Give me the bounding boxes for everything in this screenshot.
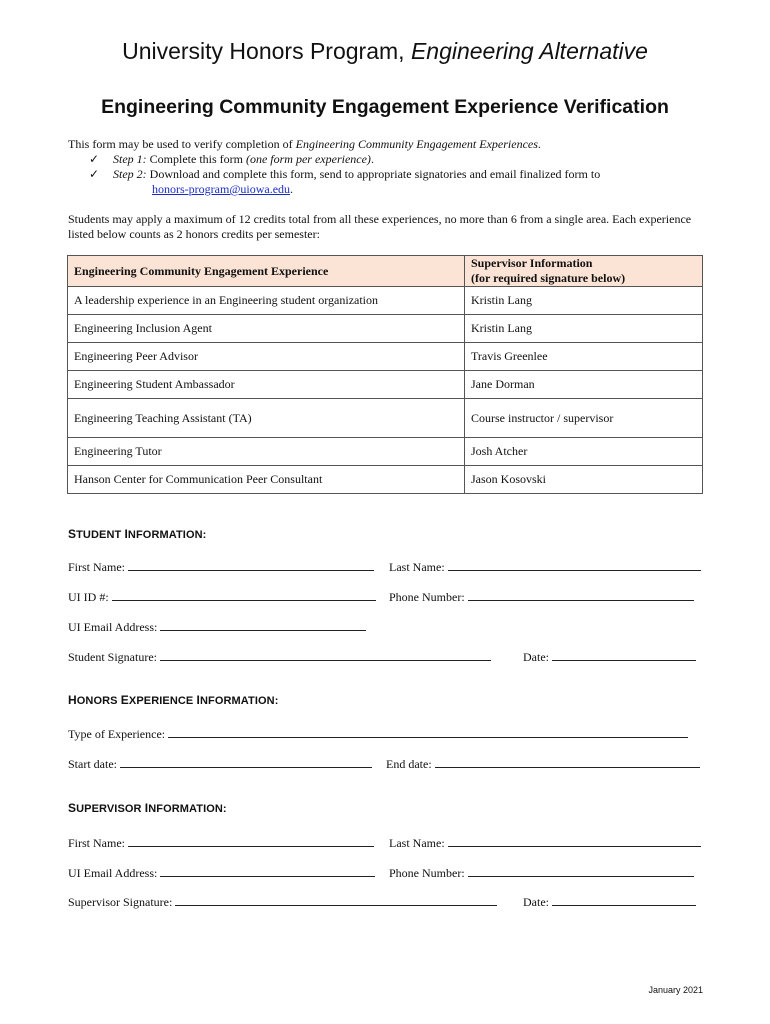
page-title — [0, 38, 770, 65]
footer-date: January 2021 — [648, 985, 703, 995]
student-ui-id-field[interactable] — [68, 588, 376, 605]
end-date-field[interactable] — [386, 755, 700, 772]
student-phone-field[interactable] — [389, 588, 694, 605]
step-2 — [68, 167, 718, 182]
heading-rest: ONORS — [76, 695, 121, 707]
date-blank[interactable] — [552, 893, 696, 906]
start-date-field[interactable] — [68, 755, 372, 772]
table-row — [68, 371, 703, 399]
table-row — [68, 466, 703, 494]
field-label: Start date: — [68, 757, 117, 771]
student-info-heading — [68, 527, 206, 541]
email-end: . — [290, 182, 294, 196]
table-row — [68, 287, 703, 315]
supervisor-cell: Course instructor / supervisor — [465, 399, 703, 438]
student-signature-field[interactable] — [68, 648, 491, 665]
phone-blank[interactable] — [468, 864, 694, 877]
end-date-blank[interactable] — [435, 755, 700, 768]
email-line — [68, 182, 718, 197]
last-name-blank[interactable] — [448, 834, 701, 847]
field-label: Supervisor Signature: — [68, 895, 173, 909]
checkmark-icon: ✓ — [89, 167, 100, 181]
step-1-text: Complete this form — [146, 152, 246, 166]
header-supervisor-line1: Supervisor Information — [471, 256, 593, 270]
heading-cap: I — [144, 801, 149, 815]
supervisor-cell: Kristin Lang — [465, 315, 703, 343]
table-row — [68, 399, 703, 438]
heading-rest: UPERVISOR — [76, 803, 145, 815]
step-1-end: . — [370, 152, 374, 166]
table-row — [68, 438, 703, 466]
field-label: Phone Number: — [389, 590, 465, 604]
heading-cap: S — [68, 801, 77, 815]
heading-cap: E — [120, 693, 129, 707]
step-1 — [68, 152, 718, 167]
student-date-field[interactable] — [523, 648, 696, 665]
email-link[interactable]: honors-program@uiowa.edu — [152, 182, 291, 196]
field-label: First Name: — [68, 560, 125, 574]
header-experience: Engineering Community Engagement Experience — [68, 256, 465, 287]
title-main: University Honors Program, — [122, 38, 411, 64]
intro-text: This form may be used to verify completion of — [68, 137, 296, 151]
student-email-field[interactable] — [68, 618, 366, 635]
experience-cell: Engineering Teaching Assistant (TA) — [68, 399, 465, 438]
heading-rest: NFORMATION: — [148, 803, 227, 815]
field-label: Date: — [523, 650, 549, 664]
supervisor-signature-field[interactable] — [68, 893, 497, 910]
title-italic: Engineering Alternative — [410, 38, 648, 64]
heading-cap: I — [196, 693, 200, 707]
supervisor-cell: Jane Dorman — [465, 371, 703, 399]
step-2-label: Step 2: — [113, 167, 147, 181]
start-date-blank[interactable] — [120, 755, 372, 768]
intro-block — [68, 137, 718, 197]
date-blank[interactable] — [552, 648, 696, 661]
table-header-row — [68, 256, 703, 287]
heading-cap: S — [68, 527, 77, 541]
signature-blank[interactable] — [160, 648, 491, 661]
heading-cap: H — [68, 693, 77, 707]
field-label: UI Email Address: — [68, 620, 158, 634]
step-1-italic: (one form per experience) — [245, 152, 371, 166]
experience-cell: A leadership experience in an Engineering student organization — [68, 287, 465, 315]
credits-note: Students may apply a maximum of 12 credits total from all these experiences, no more than 6 from a single area. Each experience listed below counts as 2 honors credits per semester: — [68, 212, 692, 241]
supervisor-phone-field[interactable] — [389, 864, 694, 881]
supervisor-info-heading — [68, 801, 227, 815]
experience-cell: Engineering Peer Advisor — [68, 343, 465, 371]
student-last-name-field[interactable] — [389, 558, 701, 575]
supervisor-cell: Jason Kosovski — [465, 466, 703, 494]
experience-cell: Engineering Student Ambassador — [68, 371, 465, 399]
step-2-text: Download and complete this form, send to appropriate signatories and email finalized form to — [146, 167, 601, 181]
field-label: UI Email Address: — [68, 866, 158, 880]
experience-table — [67, 255, 703, 494]
supervisor-email-field[interactable] — [68, 864, 375, 881]
heading-rest: TUDENT — [76, 529, 125, 541]
intro-italic: Engineering Community Engagement Experiences — [295, 137, 538, 151]
heading-rest: NFORMATION: — [199, 695, 279, 707]
heading-cap: I — [124, 527, 128, 541]
student-first-name-field[interactable] — [68, 558, 374, 575]
signature-blank[interactable] — [175, 893, 497, 906]
experience-cell: Engineering Tutor — [68, 438, 465, 466]
phone-blank[interactable] — [468, 588, 694, 601]
intro-line — [68, 137, 718, 152]
type-blank[interactable] — [168, 725, 688, 738]
experience-cell: Hanson Center for Communication Peer Consultant — [68, 466, 465, 494]
checkmark-icon: ✓ — [89, 152, 100, 166]
heading-rest: XPERIENCE — [128, 695, 197, 707]
email-blank[interactable] — [160, 618, 366, 631]
field-label: Last Name: — [389, 836, 445, 850]
field-label: UI ID #: — [68, 590, 109, 604]
field-label: Last Name: — [389, 560, 445, 574]
first-name-blank[interactable] — [128, 558, 374, 571]
header-supervisor-line2: (for required signature below) — [471, 271, 626, 285]
field-label: First Name: — [68, 836, 125, 850]
field-label: Student Signature: — [68, 650, 157, 664]
email-blank[interactable] — [160, 864, 375, 877]
field-label: Type of Experience: — [68, 727, 166, 741]
supervisor-date-field[interactable] — [523, 893, 696, 910]
header-supervisor — [465, 256, 703, 287]
supervisor-cell: Kristin Lang — [465, 287, 703, 315]
ui-id-blank[interactable] — [112, 588, 376, 601]
field-label: Date: — [523, 895, 549, 909]
first-name-blank[interactable] — [128, 834, 374, 847]
experience-type-field[interactable] — [68, 725, 688, 742]
step-1-label: Step 1: — [113, 152, 147, 166]
intro-end: . — [537, 137, 541, 151]
table-row — [68, 315, 703, 343]
field-label: End date: — [386, 757, 432, 771]
supervisor-first-name-field[interactable] — [68, 834, 374, 851]
field-label: Phone Number: — [389, 866, 465, 880]
table-row — [68, 343, 703, 371]
supervisor-cell: Josh Atcher — [465, 438, 703, 466]
experience-cell: Engineering Inclusion Agent — [68, 315, 465, 343]
supervisor-last-name-field[interactable] — [389, 834, 701, 851]
form-subtitle: Engineering Community Engagement Experience Verification — [101, 96, 669, 118]
honors-info-heading — [68, 693, 278, 707]
last-name-blank[interactable] — [448, 558, 701, 571]
heading-rest: NFORMATION: — [127, 529, 207, 541]
supervisor-cell: Travis Greenlee — [465, 343, 703, 371]
